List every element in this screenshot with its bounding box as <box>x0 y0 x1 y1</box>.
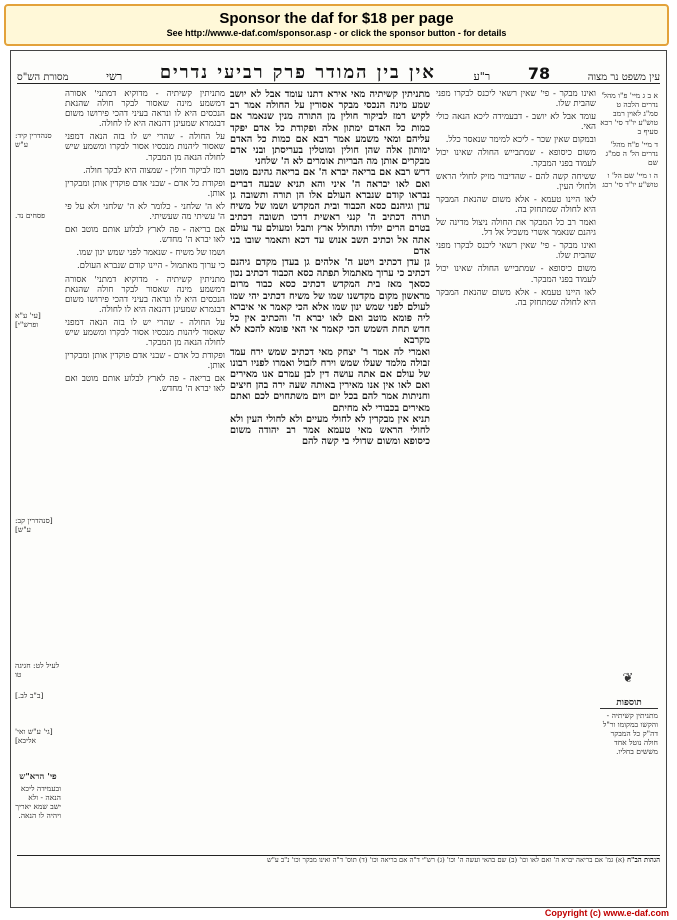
rashi-paragraph: מתניתין קשיתיה - מדוקיא דמתני' אסורה דמשמע מינה שאסור לבקר חולה שהנאת הנכסים היא לו ונראה בעיני דהכי פירושו משום דבגמרא שמעינן דהנאה היא לו לחולה. <box>65 274 225 315</box>
copyright-link[interactable]: Copyright (c) www.e-daf.com <box>544 908 669 918</box>
tosafot-paragraph: ואמר רב כל המבקר את החולה ניצול מדינה של גיהנם שנאמר אשרי משכיל אל דל. <box>436 218 596 239</box>
rosh-text: ובעמידה ליכא הנאה - ולא ישב שמא יאריך ויהיה לו הנאה. <box>15 784 61 820</box>
tosafot-paragraph: משום כיסופא - שמתבייש החולה שאינו יכול לעמוד בפני המבקר. <box>436 148 596 169</box>
masoret-header: מסורת הש"ס <box>17 72 69 83</box>
tosafot-paragraph: משום כיסופא - שמתבייש החולה שאינו יכול לעמוד בפני המבקר. <box>436 264 596 285</box>
tosafot-paragraph: ואינו מבקר - פי' שאין רשאי ליכנס לבקרו מפני שהבית שלו. <box>436 241 596 262</box>
tosafot-label: תוספות <box>600 699 658 709</box>
tosafot-box <box>600 699 658 756</box>
margin-reference: לעיל לט: חגיגה טו <box>15 661 60 679</box>
tosafot-paragraph: ובמקום שאין שכר - ליכא למימר שנאסר כלל. <box>445 135 596 146</box>
tosafot-text: מתניתין קשיתיה - והקשו במקומו ור"ל דה"ק כל המבקר חולה נוטל אחד מששים בחליו. <box>602 711 658 756</box>
footnotes <box>17 855 660 904</box>
rashi-paragraph: מתניתין קשיתיה - מדוקיא דמתני' אסורה דמשמע מינה שאסור לבקר חולה שהנאת הנכסים היא לו ונראה בעיני דהכי פירושו משום דבגמרא שמעינן דהנאה היא לו לחולה. <box>65 89 225 130</box>
rashi-paragraph: כי ערוך מאתמול - היינו קודם שנברא העולם. <box>76 261 225 272</box>
rashi-paragraph: ופקודת כל אדם - שבני אדם פוקדין אותן ומבקרין אותן. <box>65 351 225 372</box>
footnotes-text: (א) גמ' אם בריאה יברא ה' ואם לאו וכו' (ב) שם בהאי ועשה ה' וכו' (ג) רש"י ד"ה אם בריאה וכו' (ד) תוס' ד"ה ואינו מבקר וכו' נ"ב ע"ש <box>266 856 625 864</box>
gemara-paragraph: דרש רבא אם בריאה יברא ה' אם בריאה גהינם מוטב ואם לאו יבראה ה' איני והא תניא שבעה דברים נבראו קודם שנברא העולם אלו הן תורה ותשובה גן עדן וגיהנם כסא הכבוד ובית המקדש ושמו של משיח תורה דכתיב ה' קנני ראשית דרכו תשובה דכתיב בטרם הרים יולדו ותחולל ארץ ותבל ומעולם עד עולם אתה אל וכתיב תשב אנוש עד דכא ותאמר שובו בני אדם <box>230 167 430 257</box>
rashi-paragraph: ושמו של משיח - שנאמר לפני שמש ינון שמו. <box>76 248 225 259</box>
rashi-paragraph: על החולה - שהרי יש לו בזה הנאה דמפני שאסור ליהנות מנכסיו אסור לבקרו ומשמע שיש לחולה הנאה מן המבקר. <box>65 132 225 163</box>
talmud-page <box>10 50 667 908</box>
ein-mishpat-column <box>600 91 658 193</box>
rashi-header: רשי <box>106 70 123 83</box>
rashi-paragraph: לא ה' שלחני - כלומר לא ה' שלחני ולא על פי ה' עשיתי מה שעשיתי. <box>65 201 225 223</box>
page-title: אין בין המודר פרק רביעי נדרים <box>159 62 436 83</box>
tosafot-paragraph: לאו היינו טעמא - אלא משום שהנאת המבקר היא לחולה שמתחזק בה. <box>436 287 596 308</box>
ornament-icon: ❦ <box>622 671 634 686</box>
tosafot-paragraph: ואינו מבקר - פי' שאין רשאי ליכנס לבקרו מפני שהבית שלו. <box>436 89 596 110</box>
margin-reference: [גי' ע"ש ואי' אליבא] <box>15 727 53 745</box>
ein-mishpat-item: א ב ג מיי' פ"ו מהל' נדרים הלכה ט סמ"ג לאוין רמב טוש"ע יו"ד סי' רכא סעיף ב <box>600 91 658 136</box>
gemara-paragraph: ואמרי לה אמר ר' יצחק מאי דכתיב שמש ירח עמד זבולה מלמד שעלו שמש וירח לזבול ואמרו לפניו רבונו של עולם אם אתה עושה דין לבן עמרם אנו מאירים ואם לאו אין אנו מאירין באותה שעה ירה בהן חיצים וחניתות אמר להם בכל יום ויום משתחוים לכם ואתם מאירים בכבודי לא מחיתם <box>230 346 430 414</box>
rashi-paragraph: אם בריאה - פה לארץ לבלוע אותם מוטב ואם לאו יברא ה' מחדש. <box>65 374 225 395</box>
rashi-paragraph: על החולה - שהרי יש לו בזה הנאה דמפני שאסור ליהנות מנכסיו אסור לבקרו ומשמע שיש לחולה הנאה מן המבקר. <box>65 317 225 349</box>
sponsor-title: Sponsor the daf for $18 per page <box>219 10 454 27</box>
rosh-box <box>15 773 61 820</box>
margin-reference: סנהדרין קיד: ע"ש <box>15 131 52 149</box>
rashi-paragraph: רמז לביקור חולין - שמצוה היא לבקר חולה. <box>82 165 225 176</box>
rosh-label: פי' הרא"ש <box>19 772 57 782</box>
footnotes-label: הגהות הב"ח <box>626 856 660 864</box>
daf-label: ר"ע <box>473 70 491 83</box>
page-number: 78 <box>527 64 551 83</box>
rashi-paragraph: ופקודת כל אדם - שבני אדם פוקדין אותן ומבקרין אותן. <box>65 178 225 199</box>
rashi-paragraph: אם בריאה - פה לארץ לבלוע אותם מוטב ואם לאו יברא ה' מחדש. <box>65 225 225 246</box>
gemara-paragraph: תניא אין מבקרין לא לחולי מעיים ולא לחולי העין ולא לחולי הראש מאי טעמא אמר רב יהודה משום כיסופא ומשום שדולי בי קשה להם <box>230 413 430 448</box>
ein-mishpat-item: ד מיי' פ"ח מהל' נדרים הל' ה סמ"ג שם <box>605 140 658 167</box>
sponsor-subtitle: See http://www.e-daf.com/sponsor.asp - or click the sponsor button - for details <box>166 28 507 38</box>
gemara-paragraph: גן עדן דכתיב ויטע ה' אלהים גן בעדן מקדם גיהנם דכתיב כי ערוך מאתמול תפתה כסא הכבוד דכתיב נכון כסאך מאז בית המקדש דכתיב כסא כבוד מרום מראשון מקום מקדשנו שמו של משיח דכתיב יהי שמו לעולם לפני שמש ינון שמו אלא הכי קאמר אי איברא ליה פומא מוטב ואם לאו יברא ה' והכתיב אין כל חדש תחת השמש הכי קאמר אי האי פומא להכא לא מקרבא <box>230 257 430 347</box>
margin-reference: [ב"ב לב.] <box>15 691 44 700</box>
margin-reference: פסחים נד. <box>15 211 46 220</box>
tosafot-column <box>436 89 596 851</box>
tosafot-paragraph: עומד אבל לא יושב - דבעמידה ליכא הנאה כולי האי. <box>436 112 596 133</box>
ein-mishpat-header: עין משפט נר מצוה <box>587 72 660 83</box>
rashi-column <box>65 89 225 851</box>
tosafot-paragraph: לאו היינו טעמא - אלא משום שהנאת המבקר היא לחולה שמתחזק בה. <box>436 194 596 215</box>
margin-reference: [עי' ע"א ופרש"י] <box>15 311 41 329</box>
sponsor-banner[interactable] <box>4 4 669 46</box>
margin-reference: [סנהדרין קב: ע"ש] <box>15 516 53 534</box>
ein-mishpat-item: ה ו מיי' שם הל' ו טוש"ע יו"ד סי' רכג <box>602 171 658 189</box>
page-header <box>17 57 660 84</box>
gemara-main-text <box>230 89 430 851</box>
tosafot-paragraph: ששיחה קשה להם - שהדיבור מזיק לחולי הראש ולחולי העין. <box>436 171 596 192</box>
gemara-paragraph: מתניתין קשיתיה מאי אירא דתנו עומד אבל לא יושב שמע מינה הנכסי מבקר אסורין על החולה אמר רב לקיש רמז לביקור חולין מן התורה מנין שנאמר אם כמות כל האדם ימתון אלה ופקודת כל אדם יפקד עליהם ומאי משמע אמר רבא אם כמות כל האדם ימותון אלה שהן חולין ומוטלין בעריסתן ובני אדם מבקרים אותן מה הבריות אומרים לא ה' שלחני <box>230 89 430 168</box>
